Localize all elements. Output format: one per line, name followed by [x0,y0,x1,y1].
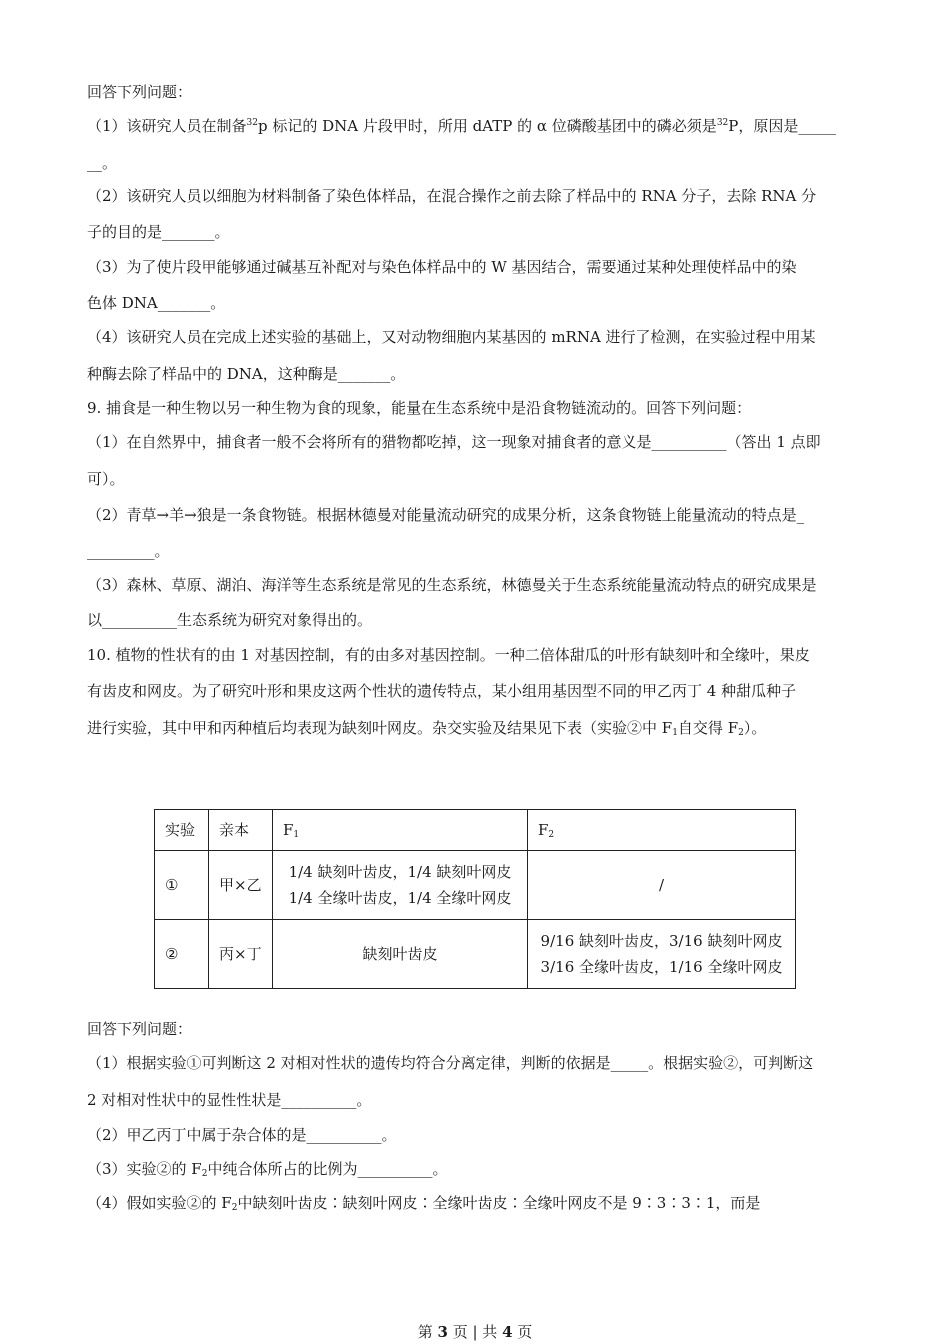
text-line: 回答下列问题： [87,83,193,101]
table-cell: 缺刻叶齿皮 [273,920,528,989]
text-line: __。 [87,154,118,172]
text-line: _________。 [87,542,170,560]
question-9-3: （3）森林、草原、湖泊、海洋等生态系统是常见的生态系统，林德曼关于生态系统能量流动特点的研究成果是 [87,576,817,594]
question-9-1: （1）在自然界中，捕食者一般不会将所有的猎物都吃掉，这一现象对捕食者的意义是__________（答出 1 点即 [87,433,821,451]
page-footer: 第 3 页 | 共 4 页 [417,1323,533,1341]
table-header-row [155,810,796,851]
question-10-3: （3）实验②的 $F_2$中纯合体所占的比例为__________。 [87,1160,448,1179]
text-line: 有齿皮和网皮。为了研究叶形和果皮这两个性状的遗传特点，某小组用基因型不同的甲乙丙丁 4 种甜瓜种子 [87,682,797,700]
question-8-4: （4）该研究人员在完成上述实验的基础上，又对动物细胞内某基因的 mRNA 进行了检测，在实验过程中用某 [87,328,816,346]
text-line: 进行实验，其中甲和丙种植后均表现为缺刻叶网皮。杂交实验及结果见下表（实验②中 $F_1$自交得 $F_2$）。 [87,719,767,738]
question-9-stem: 9. 捕食是一种生物以另一种生物为食的现象，能量在生态系统中是沿食物链流动的。回答下列问题： [87,399,752,417]
text-line: 可）。 [87,470,125,488]
table-header-cell: 亲本 [209,810,273,851]
question-8-2: （2）该研究人员以细胞为材料制备了染色体样品，在混合操作之前去除了样品中的 RNA 分子，去除 RNA 分 [87,187,817,205]
question-8-1: （1）该研究人员在制备$^{32}$p 标记的 DNA 片段甲时，所用 dATP 的 α 位磷酸基团中的磷必须是$^{32}$P，原因是_____ [87,117,836,135]
question-8-3: （3）为了使片段甲能够通过碱基互补配对与染色体样品中的 W 基因结合，需要通过某种处理使样品中的染 [87,258,797,276]
text-line: 子的目的是_______。 [87,223,230,241]
table-header-cell: 实验 [155,810,209,851]
question-10-stem: 10. 植物的性状有的由 1 对基因控制，有的由多对基因控制。一种二倍体甜瓜的叶形有缺刻叶和全缘叶，果皮 [87,646,810,664]
text-line: 2 对相对性状中的显性性状是__________。 [87,1091,372,1109]
table-cell: 丙×丁 [209,920,273,989]
text-line: 回答下列问题： [87,1020,193,1038]
table-cell: 9/16 缺刻叶齿皮，3/16 缺刻叶网皮 3/16 全缘叶齿皮，1/16 全缘叶网皮 [528,920,796,989]
question-10-4: （4）假如实验②的 $F_2$中缺刻叶齿皮∶缺刻叶网皮∶全缘叶齿皮∶全缘叶网皮不是 9∶3∶3∶1，而是 [87,1194,761,1213]
table-cell: 甲×乙 [209,851,273,920]
text-line: 种酶去除了样品中的 DNA，这种酶是_______。 [87,365,406,383]
table-row [155,851,796,920]
question-10-1: （1）根据实验①可判断这 2 对相对性状的遗传均符合分离定律，判断的依据是_____。根据实验②，可判断这 [87,1054,814,1072]
table-row [155,920,796,989]
table-cell: ② [155,920,209,989]
text-line: 色体 DNA_______。 [87,294,226,312]
question-10-2: （2）甲乙丙丁中属于杂合体的是__________。 [87,1126,397,1144]
table-cell: 1/4 缺刻叶齿皮，1/4 缺刻叶网皮 1/4 全缘叶齿皮，1/4 全缘叶网皮 [273,851,528,920]
experiment-table [154,809,796,989]
table-cell: / [528,851,796,920]
text-line: 以__________生态系统为研究对象得出的。 [87,611,373,629]
table-header-cell: $F_2$ [528,810,796,851]
table-header-cell: $F_1$ [273,810,528,851]
table-cell: ① [155,851,209,920]
question-9-2: （2）青草→羊→狼是一条食物链。根据林德曼对能量流动研究的成果分析，这条食物链上能量流动的特点是_ [87,506,805,524]
